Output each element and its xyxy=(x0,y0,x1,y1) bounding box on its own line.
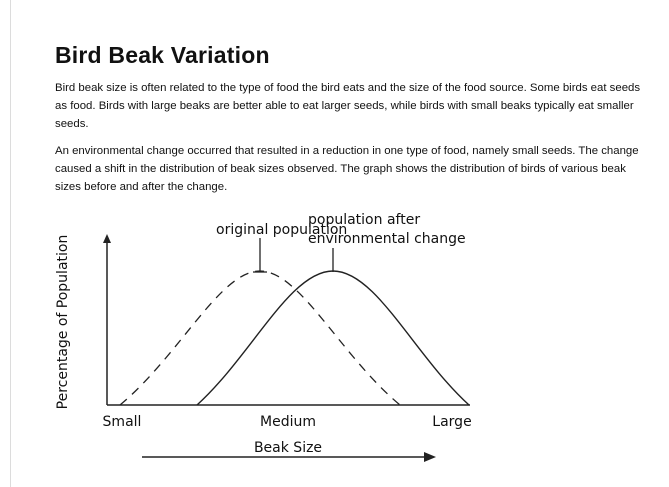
original-population-label: original population xyxy=(216,222,348,238)
x-tick-large: Large xyxy=(432,414,472,430)
paragraph-intro: Bird beak size is often related to the type of food the bird eats and the size of the food source. Some birds eat seeds as food. Birds with large beaks are better able to eat larger seeds, while birds with small beaks typically eat smaller seeds. xyxy=(55,82,641,130)
y-axis-arrow xyxy=(103,234,111,243)
x-axis-label: Beak Size xyxy=(253,440,323,456)
page-title: Bird Beak Variation xyxy=(55,42,270,68)
left-border xyxy=(10,0,11,487)
paragraph-change: An environmental change occurred that resulted in a reduction in one type of food, namely small seeds. The change caused a shift in the distribution of beak sizes observed. The graph shows the distribution of birds of various beak sizes before and after the change. xyxy=(55,145,639,193)
beak-size-arrow-head xyxy=(424,452,436,462)
after-population-curve xyxy=(197,271,469,405)
after-population-label-line2: environmental change xyxy=(308,231,466,247)
original-population-curve xyxy=(120,271,400,405)
x-tick-medium: Medium xyxy=(260,414,316,430)
graph-svg xyxy=(50,205,490,475)
x-tick-small: Small xyxy=(102,414,142,430)
article xyxy=(55,42,645,205)
y-axis-label: Percentage of Population xyxy=(55,234,71,410)
after-population-label-line1: population after xyxy=(308,212,421,228)
beak-distribution-graph xyxy=(50,205,490,475)
